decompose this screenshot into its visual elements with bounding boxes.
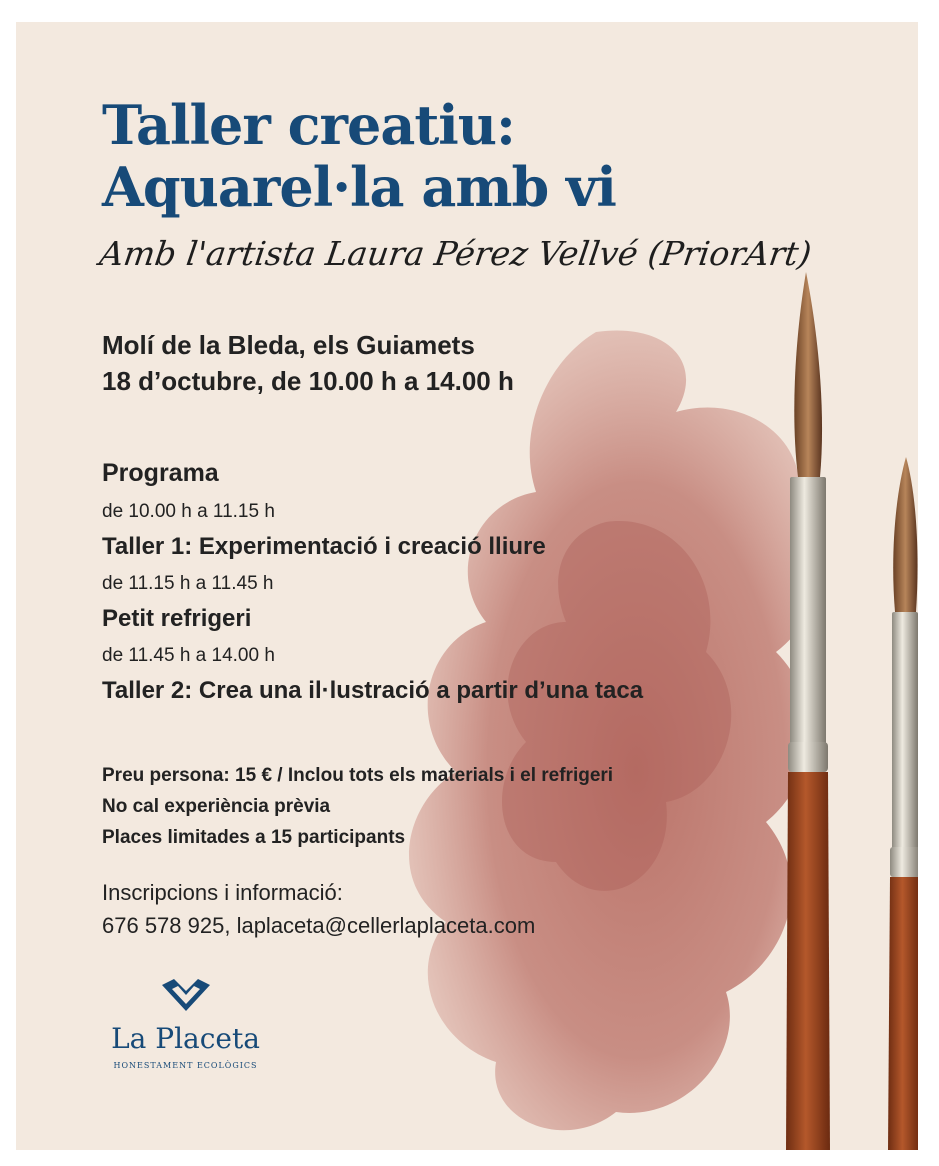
program-heading: Programa [102,459,219,487]
venue-date: 18 d’octubre, de 10.00 h a 14.00 h [102,366,514,396]
paintbrushes-illustration [778,272,918,1150]
price-info: Preu persona: 15 € / Inclou tots els materials i el refrigeri [102,765,614,786]
brand-logo [98,977,273,1070]
page-title [102,94,616,218]
program-block [102,454,643,708]
program-session: Petit refrigeri [102,605,252,632]
program-time: de 11.45 h a 14.00 h [102,645,275,666]
double-chevron-logo-icon [160,977,212,1013]
program-session: Taller 1: Experimentació i creació lliure [102,533,546,560]
experience-info: No cal experiència prèvia [102,796,331,817]
brand-tagline: HONESTAMENT ECOLÒGICS [113,1061,258,1070]
title-line-2: Aquarel·la amb vi [102,155,616,219]
contact-block [102,876,535,942]
program-time: de 10.00 h a 11.15 h [102,501,275,522]
venue-place: Molí de la Bleda, els Guiamets [102,330,475,360]
contact-label: Inscripcions i informació: [102,880,343,905]
info-block [102,760,613,853]
wine-stain-illustration [346,322,846,1150]
poster [16,22,918,1150]
brand-name: La Placeta [111,1022,260,1055]
places-info: Places limitades a 15 participants [102,827,406,848]
artist-subtitle: Amb l'artista Laura Pérez Vellvé (PriorArt) [97,234,814,273]
venue-block [102,327,514,399]
program-session: Taller 2: Crea una il·lustració a partir d’una taca [102,677,644,704]
program-time: de 11.15 h a 11.45 h [102,573,274,594]
title-line-1: Taller creatiu: [102,93,515,157]
contact-details: 676 578 925, laplaceta@cellerlaplaceta.com [102,913,536,938]
